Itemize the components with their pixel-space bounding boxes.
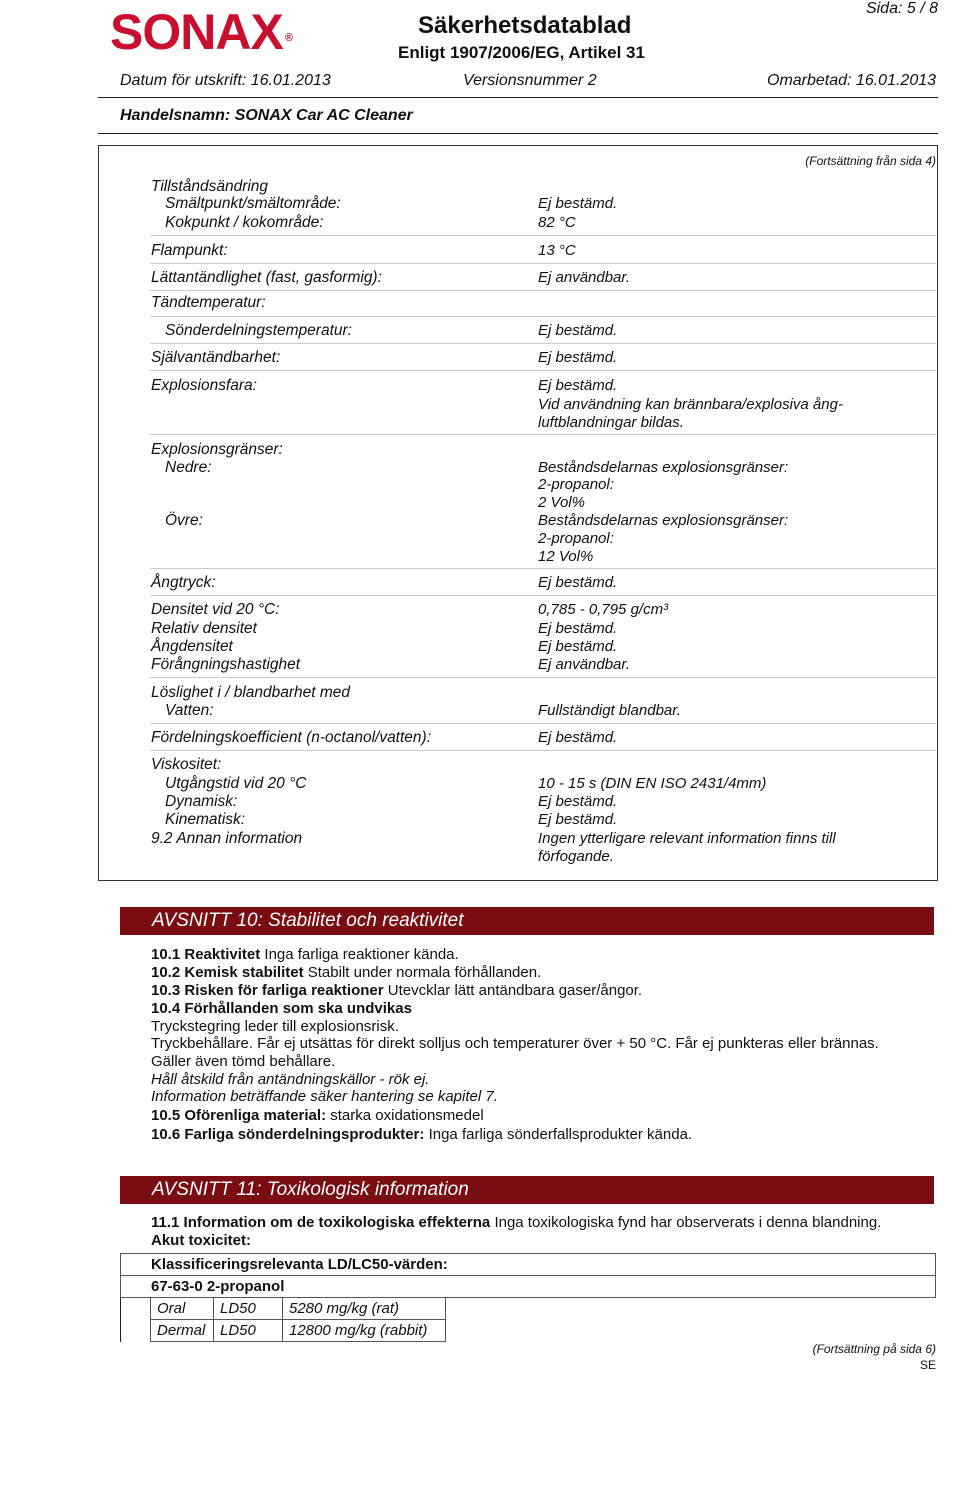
property-label: Ångdensitet — [151, 638, 233, 655]
property-label: Relativ densitet — [151, 620, 257, 637]
s10-decomposition — [151, 1126, 692, 1143]
property-label: Vatten: — [165, 702, 214, 719]
row-separator — [150, 434, 936, 435]
table-header-cell: Klassificeringsrelevanta LD/LC50-värden: — [121, 1254, 936, 1276]
property-value: Ej bestämd. — [538, 729, 618, 746]
type-cell: LD50 — [214, 1298, 283, 1320]
property-value: Beståndsdelarnas explosionsgränser: — [538, 512, 789, 529]
value-cell: 12800 mg/kg (rabbit) — [283, 1320, 446, 1342]
section10-title: AVSNITT 10: Stabilitet och reaktivitet — [120, 907, 934, 935]
s10-label: 10.3 Risken för farliga reaktioner — [151, 982, 384, 999]
s10-conditions-text: Tryckstegring leder till explosionsrisk. — [151, 1018, 399, 1035]
s10-label: 10.5 Oförenliga material: — [151, 1107, 327, 1124]
version-number: Versionsnummer 2 — [463, 72, 597, 89]
row-separator — [150, 677, 936, 678]
property-label: Flampunkt: — [151, 242, 228, 259]
property-value-line: förfogande. — [538, 848, 614, 865]
s10-label: 10.1 Reaktivitet — [151, 946, 261, 963]
s10-text: starka oxidationsmedel — [330, 1107, 484, 1124]
property-value: Ej bestämd. — [538, 620, 618, 637]
s11-text: Inga toxikologiska fynd har observerats i denna blandning. — [494, 1214, 882, 1231]
property-value-line: 2-propanol: — [538, 530, 614, 547]
s10-text: Inga farliga reaktioner kända. — [264, 946, 459, 963]
s10-conditions-text: Gäller även tömd behållare. — [151, 1053, 336, 1070]
s10-text: Inga farliga sönderfallsprodukter kända. — [428, 1126, 693, 1143]
s10-conditions-text: Håll åtskild från antändningskällor - rök ej. — [151, 1071, 430, 1088]
s10-text: Stabilt under normala förhållanden. — [307, 964, 542, 981]
property-value: Beståndsdelarnas explosionsgränser: — [538, 459, 789, 476]
language-code: SE — [919, 1358, 936, 1372]
revised-date: Omarbetad: 16.01.2013 — [767, 72, 937, 89]
property-value: Ej bestämd. — [538, 574, 618, 591]
s10-conditions-text: Tryckbehållare. Får ej utsättas för direkt solljus och temperaturer över + 50 °C. Får ej punkteras eller brännas. — [151, 1035, 879, 1052]
property-value: Ingen ytterligare relevant information finns till — [538, 830, 836, 847]
property-label: Sönderdelningstemperatur: — [165, 322, 352, 339]
property-value: 0,785 - 0,795 g/cm³ — [538, 601, 669, 618]
sonax-logo — [110, 6, 290, 58]
s10-label: 10.2 Kemisk stabilitet — [151, 964, 304, 981]
property-value-line: 2 Vol% — [538, 494, 585, 511]
property-label: Densitet vid 20 °C: — [151, 601, 280, 618]
document-title: Säkerhetsdatablad — [418, 12, 632, 39]
property-value: Fullständigt blandbar. — [538, 702, 681, 719]
value-cell: 5280 mg/kg (rat) — [283, 1298, 446, 1320]
property-label: Fördelningskoefficient (n-octanol/vatten): — [151, 729, 432, 746]
property-label: Utgångstid vid 20 °C — [165, 775, 307, 792]
row-separator — [150, 290, 936, 291]
property-label: Kinematisk: — [165, 811, 246, 828]
tradename-divider — [98, 133, 938, 134]
brand-name: SONAX — [110, 4, 283, 60]
s10-conditions — [151, 1000, 412, 1017]
property-value: Ej bestämd. — [538, 377, 618, 394]
s10-label: 10.6 Farliga sönderdelningsprodukter: — [151, 1126, 425, 1143]
continued-from: (Fortsättning från sida 4) — [805, 154, 936, 168]
row-separator — [150, 595, 936, 596]
continued-to: (Fortsättning på sida 6) — [812, 1342, 936, 1356]
property-label: Smältpunkt/smältområde: — [165, 195, 341, 212]
property-value: Ej användbar. — [538, 656, 631, 673]
property-label: Explosionsgränser: — [151, 441, 283, 458]
s10-incompatible — [151, 1107, 484, 1124]
row-separator — [150, 263, 936, 264]
property-label: Ångtryck: — [151, 574, 216, 591]
property-value-line: Vid användning kan brännbara/explosiva ång- — [538, 396, 843, 413]
property-label: Viskositet: — [151, 756, 222, 773]
row-separator — [150, 723, 936, 724]
property-label: Förångningshastighet — [151, 656, 301, 673]
property-label: Lättantändlighet (fast, gasformig): — [151, 269, 382, 286]
s10-conditions-text: Information beträffande säker hantering se kapitel 7. — [151, 1088, 498, 1105]
row-separator — [150, 370, 936, 371]
property-value: 82 °C — [538, 214, 576, 231]
property-label: Dynamisk: — [165, 793, 238, 810]
property-value-line: 12 Vol% — [538, 548, 594, 565]
property-value-line: 2-propanol: — [538, 476, 614, 493]
document-subtitle: Enligt 1907/2006/EG, Artikel 31 — [398, 43, 645, 62]
table-row — [121, 1254, 936, 1276]
property-value: 10 - 15 s (DIN EN ISO 2431/4mm) — [538, 775, 767, 792]
route-cell: Dermal — [151, 1320, 214, 1342]
s10-hazard-reactions — [151, 982, 642, 999]
s10-text: Utevcklar lätt antändbara gaser/ångor. — [387, 982, 643, 999]
section11-title: AVSNITT 11: Toxikologisk information — [120, 1176, 934, 1204]
property-value: Ej bestämd. — [538, 349, 618, 366]
property-value: Ej användbar. — [538, 269, 631, 286]
print-date: Datum för utskrift: 16.01.2013 — [120, 72, 331, 89]
property-label: Övre: — [165, 512, 203, 529]
property-label: Nedre: — [165, 459, 212, 476]
table-row — [121, 1276, 936, 1298]
property-label: Självantändbarhet: — [151, 349, 281, 366]
s10-stability — [151, 964, 541, 981]
property-value: Ej bestämd. — [538, 322, 618, 339]
property-label: Löslighet i / blandbarhet med — [151, 684, 351, 701]
property-label: 9.2 Annan information — [151, 830, 303, 847]
s10-reactivity — [151, 946, 459, 963]
property-value: 13 °C — [538, 242, 576, 259]
table-row — [151, 1298, 446, 1320]
page-number: Sida: 5 / 8 — [865, 0, 938, 17]
table-row — [151, 1320, 446, 1342]
property-label: Tändtemperatur: — [151, 294, 266, 311]
property-label: Tillståndsändring — [151, 178, 269, 195]
property-label: Kokpunkt / kokområde: — [165, 214, 324, 231]
registered-mark: ® — [284, 32, 292, 44]
s11-info — [151, 1214, 881, 1231]
toxicity-table — [120, 1253, 936, 1298]
substance-cell: 67-63-0 2-propanol — [121, 1276, 936, 1298]
trade-name: Handelsnamn: SONAX Car AC Cleaner — [120, 107, 413, 124]
row-separator — [150, 750, 936, 751]
property-value: Ej bestämd. — [538, 793, 618, 810]
s11-label: 11.1 Information om de toxikologiska effekterna — [151, 1214, 491, 1231]
header-divider — [98, 97, 938, 98]
s10-label: 10.4 Förhållanden som ska undvikas — [151, 1000, 412, 1017]
property-label: Explosionsfara: — [151, 377, 257, 394]
property-value: Ej bestämd. — [538, 811, 618, 828]
acute-toxicity-heading: Akut toxicitet: — [151, 1232, 252, 1249]
row-separator — [150, 235, 936, 236]
property-value: Ej bestämd. — [538, 195, 618, 212]
property-value-line: luftblandningar bildas. — [538, 414, 684, 431]
route-cell: Oral — [151, 1298, 214, 1320]
row-separator — [150, 568, 936, 569]
ld50-table — [150, 1297, 446, 1342]
table-left-border — [120, 1297, 121, 1342]
property-value: Ej bestämd. — [538, 638, 618, 655]
row-separator — [150, 343, 936, 344]
row-separator — [150, 316, 936, 317]
type-cell: LD50 — [214, 1320, 283, 1342]
